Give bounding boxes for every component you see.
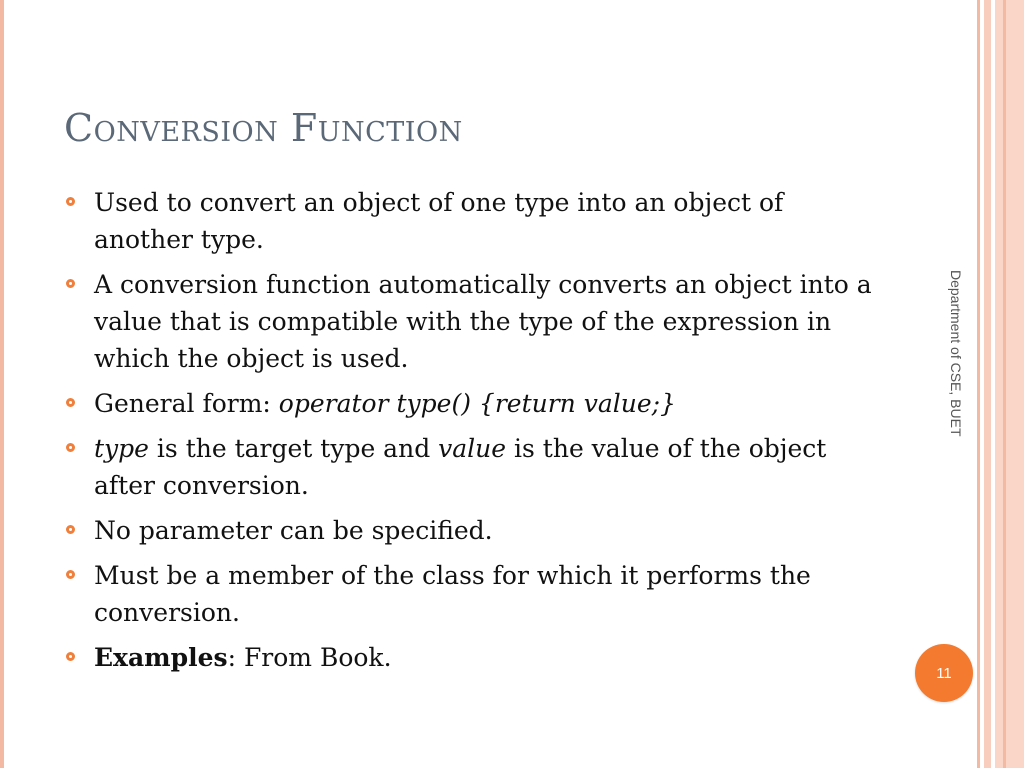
- bullet-text: Must be a member of the class for which it performs the conversion.: [94, 561, 811, 627]
- term-type: type: [94, 434, 149, 463]
- list-item: [66, 266, 886, 377]
- bullet-icon: [66, 398, 75, 407]
- code-syntax: operator type() {return value;}: [278, 389, 676, 418]
- list-item: [66, 385, 886, 422]
- bullet-text: is the target type and: [148, 434, 439, 463]
- list-item: [66, 557, 886, 631]
- bullet-text: Used to convert an object of one type into an object of another type.: [94, 188, 784, 254]
- right-border-outer: [995, 0, 1024, 768]
- left-border: [0, 0, 4, 768]
- slide-title: Conversion Function: [64, 106, 463, 150]
- bullet-text: is the value of the object after conversion.: [94, 434, 827, 500]
- bullet-icon: [66, 197, 75, 206]
- bullet-icon: [66, 279, 75, 288]
- right-border-band: [984, 0, 991, 768]
- list-item: [66, 430, 886, 504]
- page-number-badge: [915, 644, 973, 702]
- right-border-line: [977, 0, 980, 768]
- right-border-inner-line: [1003, 0, 1006, 768]
- page-number: 11: [936, 664, 952, 682]
- term-value: value: [438, 434, 507, 463]
- list-item: [66, 639, 886, 676]
- bullet-text: A conversion function automatically converts an object into a value that is compatible with the type of the expression in which the object is used.: [94, 270, 872, 373]
- bullet-text: No parameter can be specified.: [94, 516, 493, 545]
- bullet-text: : From Book.: [227, 643, 392, 672]
- bullet-icon: [66, 525, 75, 534]
- list-item: [66, 512, 886, 549]
- list-item: [66, 184, 886, 258]
- bullet-list: [66, 184, 886, 684]
- department-label: Department of CSE, BUET: [948, 270, 964, 437]
- bullet-icon: [66, 570, 75, 579]
- examples-label: Examples: [94, 643, 228, 672]
- bullet-icon: [66, 443, 75, 452]
- bullet-prefix: General form:: [94, 389, 279, 418]
- bullet-icon: [66, 652, 75, 661]
